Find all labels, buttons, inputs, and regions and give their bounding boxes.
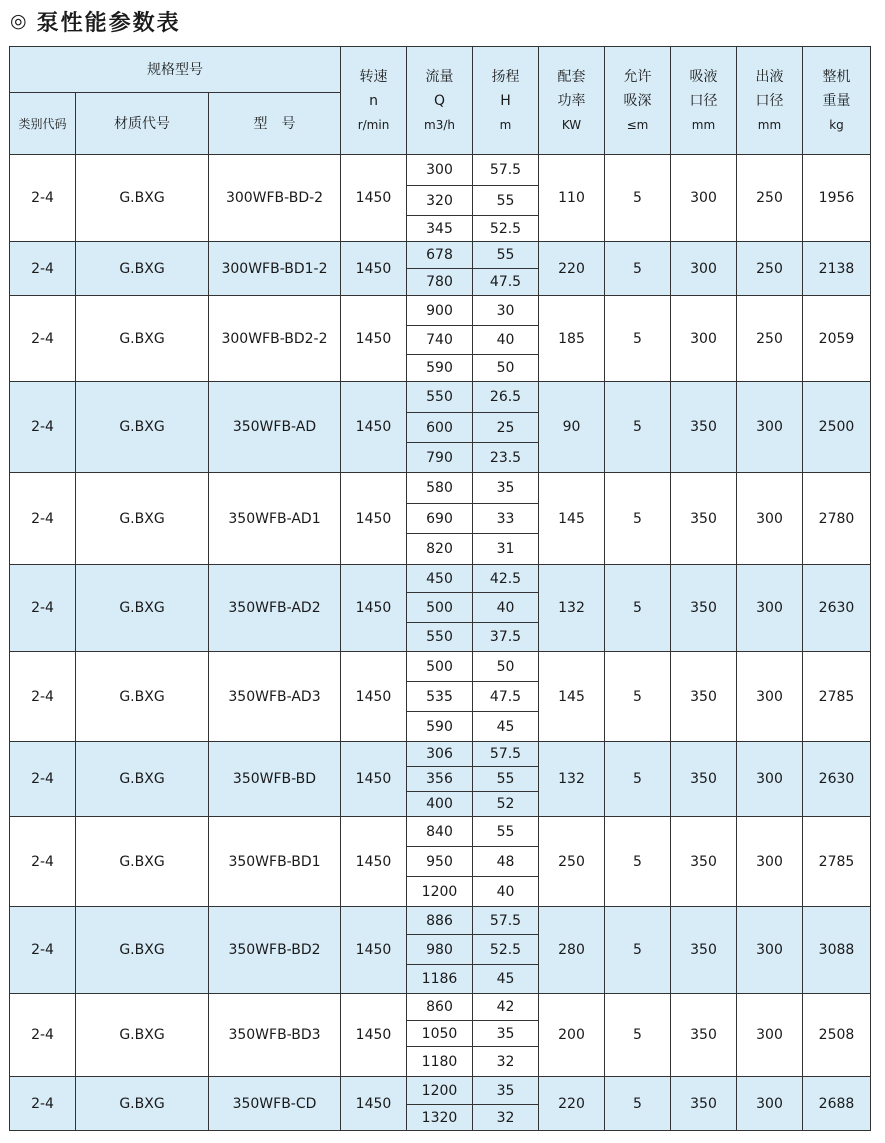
cell-material: G.BXG	[76, 994, 209, 1077]
cell-model: 350WFB-AD3	[209, 652, 341, 742]
cell-head: 35	[473, 1021, 539, 1047]
pump-performance-table	[9, 46, 871, 1131]
cell-flow: 1050	[407, 1021, 473, 1047]
cell-outlet: 300	[737, 907, 803, 994]
cell-flow: 820	[407, 534, 473, 565]
cell-weight: 3088	[803, 907, 871, 994]
cell-flow: 600	[407, 413, 473, 443]
cell-flow: 1180	[407, 1047, 473, 1077]
cell-suction: 5	[605, 1077, 671, 1131]
cell-material: G.BXG	[76, 155, 209, 242]
table-row	[10, 296, 871, 326]
cell-category: 2-4	[10, 155, 76, 242]
cell-power: 145	[539, 652, 605, 742]
header-weight: 整机 重量 kg	[803, 47, 871, 155]
cell-model: 350WFB-AD2	[209, 565, 341, 652]
cell-head: 47.5	[473, 269, 539, 296]
cell-flow: 1200	[407, 1077, 473, 1105]
cell-outlet: 250	[737, 296, 803, 382]
cell-head: 52.5	[473, 216, 539, 242]
cell-head: 37.5	[473, 623, 539, 652]
header-category: 类别代码	[10, 93, 76, 155]
cell-speed: 1450	[341, 907, 407, 994]
table-row	[10, 907, 871, 935]
cell-speed: 1450	[341, 382, 407, 473]
page-title	[10, 3, 181, 39]
cell-head: 45	[473, 965, 539, 994]
cell-weight: 2780	[803, 473, 871, 565]
cell-flow: 356	[407, 767, 473, 792]
cell-material: G.BXG	[76, 742, 209, 817]
cell-head: 55	[473, 817, 539, 847]
cell-model: 300WFB-BD1-2	[209, 242, 341, 296]
cell-weight: 2138	[803, 242, 871, 296]
cell-inlet: 350	[671, 817, 737, 907]
header-spec: 规格型号	[10, 47, 341, 93]
table-row	[10, 994, 871, 1021]
cell-power: 220	[539, 242, 605, 296]
cell-speed: 1450	[341, 1077, 407, 1131]
cell-power: 90	[539, 382, 605, 473]
cell-head: 55	[473, 767, 539, 792]
cell-speed: 1450	[341, 565, 407, 652]
cell-speed: 1450	[341, 652, 407, 742]
cell-model: 350WFB-BD	[209, 742, 341, 817]
cell-suction: 5	[605, 242, 671, 296]
header-suction: 允许 吸深 ≤m	[605, 47, 671, 155]
cell-weight: 2688	[803, 1077, 871, 1131]
cell-flow: 500	[407, 593, 473, 623]
cell-suction: 5	[605, 382, 671, 473]
circle-mark-icon: ◎	[10, 10, 27, 32]
cell-head: 30	[473, 296, 539, 326]
table-row	[10, 242, 871, 269]
cell-inlet: 300	[671, 155, 737, 242]
cell-head: 26.5	[473, 382, 539, 413]
table-row	[10, 382, 871, 413]
cell-speed: 1450	[341, 742, 407, 817]
cell-flow: 1320	[407, 1105, 473, 1131]
cell-material: G.BXG	[76, 382, 209, 473]
cell-power: 132	[539, 565, 605, 652]
cell-flow: 690	[407, 504, 473, 534]
cell-category: 2-4	[10, 382, 76, 473]
cell-flow: 400	[407, 792, 473, 817]
cell-category: 2-4	[10, 296, 76, 382]
cell-weight: 1956	[803, 155, 871, 242]
cell-flow: 740	[407, 326, 473, 355]
page-title-text: 泵性能参数表	[36, 10, 181, 36]
cell-outlet: 300	[737, 565, 803, 652]
cell-flow: 535	[407, 682, 473, 712]
cell-category: 2-4	[10, 1077, 76, 1131]
cell-flow: 860	[407, 994, 473, 1021]
cell-outlet: 300	[737, 382, 803, 473]
cell-suction: 5	[605, 742, 671, 817]
cell-suction: 5	[605, 296, 671, 382]
cell-speed: 1450	[341, 994, 407, 1077]
cell-category: 2-4	[10, 652, 76, 742]
cell-flow: 345	[407, 216, 473, 242]
cell-flow: 980	[407, 935, 473, 965]
cell-outlet: 300	[737, 473, 803, 565]
cell-model: 300WFB-BD-2	[209, 155, 341, 242]
cell-head: 40	[473, 593, 539, 623]
cell-outlet: 250	[737, 242, 803, 296]
cell-head: 31	[473, 534, 539, 565]
cell-head: 32	[473, 1047, 539, 1077]
table-row	[10, 155, 871, 186]
header-speed: 转速 n r/min	[341, 47, 407, 155]
cell-power: 145	[539, 473, 605, 565]
cell-flow: 1200	[407, 877, 473, 907]
cell-head: 48	[473, 847, 539, 877]
cell-outlet: 300	[737, 1077, 803, 1131]
table-body	[10, 155, 871, 1131]
cell-head: 55	[473, 186, 539, 216]
table-row	[10, 817, 871, 847]
cell-inlet: 350	[671, 994, 737, 1077]
cell-flow: 550	[407, 623, 473, 652]
cell-flow: 500	[407, 652, 473, 682]
cell-head: 35	[473, 473, 539, 504]
cell-head: 50	[473, 355, 539, 382]
cell-category: 2-4	[10, 242, 76, 296]
cell-flow: 678	[407, 242, 473, 269]
cell-head: 25	[473, 413, 539, 443]
header-material: 材质代号	[76, 93, 209, 155]
table-row	[10, 473, 871, 504]
cell-material: G.BXG	[76, 652, 209, 742]
cell-head: 35	[473, 1077, 539, 1105]
cell-inlet: 350	[671, 652, 737, 742]
cell-outlet: 300	[737, 652, 803, 742]
cell-head: 55	[473, 242, 539, 269]
cell-inlet: 350	[671, 382, 737, 473]
header-flow: 流量 Q m3/h	[407, 47, 473, 155]
cell-head: 23.5	[473, 443, 539, 473]
cell-outlet: 300	[737, 994, 803, 1077]
cell-head: 52.5	[473, 935, 539, 965]
cell-speed: 1450	[341, 296, 407, 382]
cell-inlet: 350	[671, 473, 737, 565]
cell-outlet: 250	[737, 155, 803, 242]
cell-head: 57.5	[473, 155, 539, 186]
cell-suction: 5	[605, 473, 671, 565]
cell-model: 350WFB-AD1	[209, 473, 341, 565]
cell-inlet: 350	[671, 565, 737, 652]
header-power: 配套 功率 KW	[539, 47, 605, 155]
cell-speed: 1450	[341, 473, 407, 565]
cell-head: 42.5	[473, 565, 539, 593]
cell-head: 50	[473, 652, 539, 682]
cell-outlet: 300	[737, 742, 803, 817]
cell-material: G.BXG	[76, 296, 209, 382]
cell-material: G.BXG	[76, 1077, 209, 1131]
table-row	[10, 742, 871, 767]
cell-suction: 5	[605, 994, 671, 1077]
cell-suction: 5	[605, 817, 671, 907]
table-row	[10, 1077, 871, 1105]
cell-inlet: 300	[671, 242, 737, 296]
cell-category: 2-4	[10, 907, 76, 994]
cell-flow: 320	[407, 186, 473, 216]
cell-head: 47.5	[473, 682, 539, 712]
cell-material: G.BXG	[76, 907, 209, 994]
cell-flow: 590	[407, 712, 473, 742]
cell-power: 250	[539, 817, 605, 907]
cell-material: G.BXG	[76, 473, 209, 565]
cell-power: 280	[539, 907, 605, 994]
cell-suction: 5	[605, 907, 671, 994]
cell-model: 350WFB-BD2	[209, 907, 341, 994]
cell-head: 40	[473, 326, 539, 355]
cell-model: 300WFB-BD2-2	[209, 296, 341, 382]
cell-model: 350WFB-BD3	[209, 994, 341, 1077]
cell-category: 2-4	[10, 473, 76, 565]
cell-category: 2-4	[10, 565, 76, 652]
cell-inlet: 350	[671, 907, 737, 994]
cell-weight: 2500	[803, 382, 871, 473]
cell-flow: 550	[407, 382, 473, 413]
cell-flow: 1186	[407, 965, 473, 994]
cell-head: 32	[473, 1105, 539, 1131]
cell-head: 57.5	[473, 742, 539, 767]
cell-model: 350WFB-BD1	[209, 817, 341, 907]
table-row	[10, 652, 871, 682]
cell-weight: 2785	[803, 652, 871, 742]
cell-weight: 2785	[803, 817, 871, 907]
cell-speed: 1450	[341, 817, 407, 907]
cell-inlet: 300	[671, 296, 737, 382]
cell-head: 45	[473, 712, 539, 742]
cell-flow: 840	[407, 817, 473, 847]
cell-material: G.BXG	[76, 565, 209, 652]
cell-category: 2-4	[10, 817, 76, 907]
cell-speed: 1450	[341, 155, 407, 242]
cell-suction: 5	[605, 652, 671, 742]
table-row	[10, 565, 871, 593]
header-model: 型 号	[209, 93, 341, 155]
cell-model: 350WFB-CD	[209, 1077, 341, 1131]
cell-flow: 780	[407, 269, 473, 296]
cell-category: 2-4	[10, 742, 76, 817]
header-outlet: 出液 口径 mm	[737, 47, 803, 155]
cell-material: G.BXG	[76, 242, 209, 296]
cell-flow: 886	[407, 907, 473, 935]
cell-flow: 306	[407, 742, 473, 767]
cell-weight: 2508	[803, 994, 871, 1077]
cell-flow: 790	[407, 443, 473, 473]
cell-weight: 2059	[803, 296, 871, 382]
cell-power: 110	[539, 155, 605, 242]
cell-inlet: 350	[671, 1077, 737, 1131]
cell-outlet: 300	[737, 817, 803, 907]
cell-inlet: 350	[671, 742, 737, 817]
cell-category: 2-4	[10, 994, 76, 1077]
cell-material: G.BXG	[76, 817, 209, 907]
cell-flow: 950	[407, 847, 473, 877]
header-head: 扬程 H m	[473, 47, 539, 155]
cell-power: 200	[539, 994, 605, 1077]
cell-power: 132	[539, 742, 605, 817]
cell-suction: 5	[605, 155, 671, 242]
header-inlet: 吸液 口径 mm	[671, 47, 737, 155]
cell-head: 33	[473, 504, 539, 534]
cell-weight: 2630	[803, 742, 871, 817]
cell-weight: 2630	[803, 565, 871, 652]
cell-flow: 900	[407, 296, 473, 326]
cell-head: 40	[473, 877, 539, 907]
cell-flow: 590	[407, 355, 473, 382]
cell-power: 185	[539, 296, 605, 382]
cell-model: 350WFB-AD	[209, 382, 341, 473]
cell-flow: 450	[407, 565, 473, 593]
cell-power: 220	[539, 1077, 605, 1131]
cell-speed: 1450	[341, 242, 407, 296]
cell-flow: 300	[407, 155, 473, 186]
cell-flow: 580	[407, 473, 473, 504]
cell-suction: 5	[605, 565, 671, 652]
cell-head: 42	[473, 994, 539, 1021]
cell-head: 57.5	[473, 907, 539, 935]
cell-head: 52	[473, 792, 539, 817]
